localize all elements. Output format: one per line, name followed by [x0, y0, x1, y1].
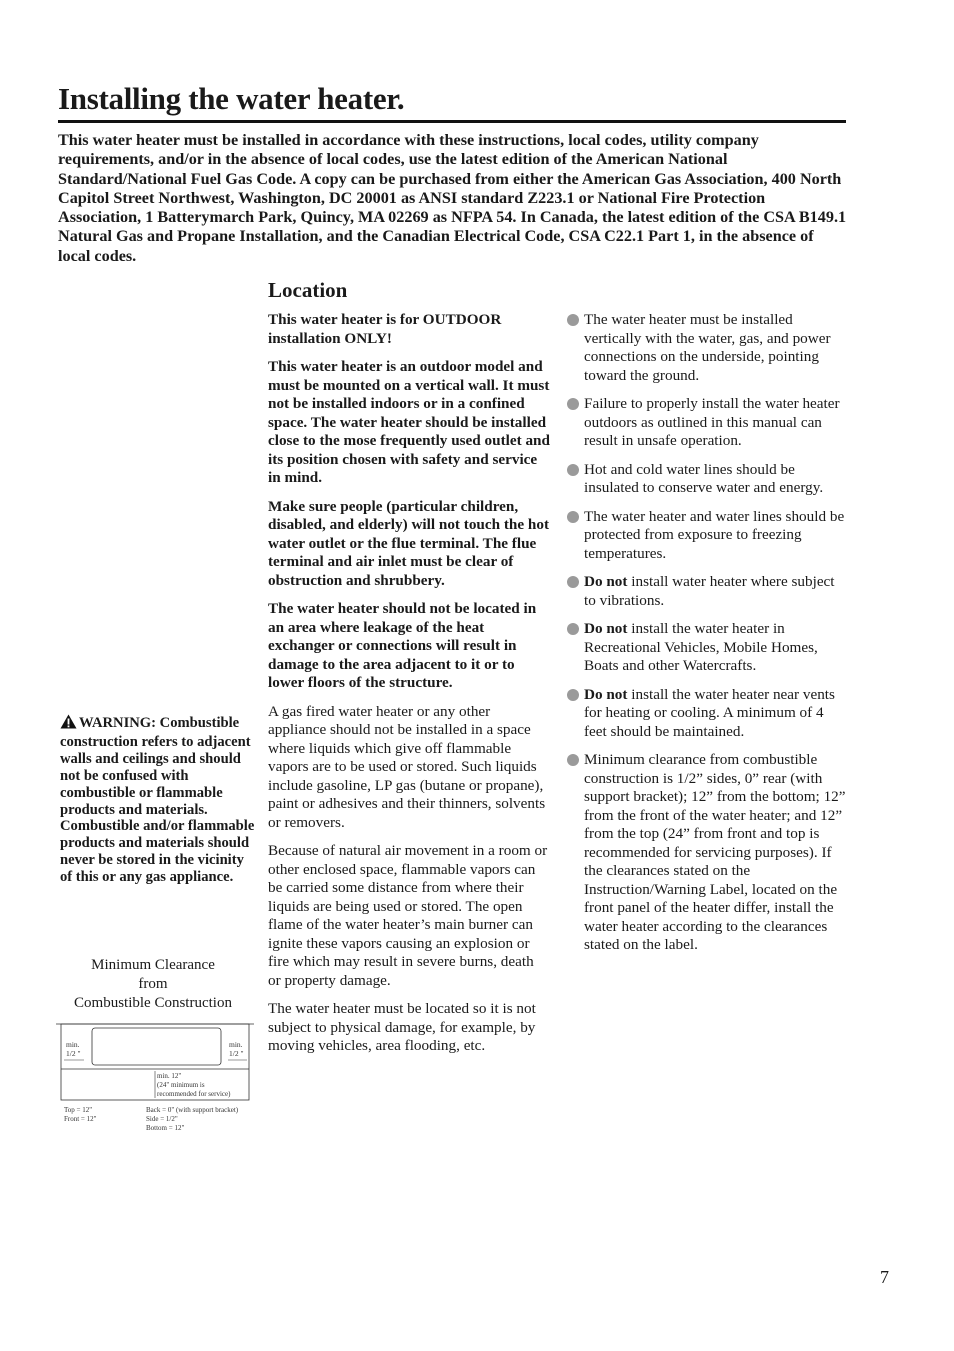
bullet-dot-icon	[567, 511, 579, 523]
bullet-dot-icon	[567, 464, 579, 476]
bullet-lead: Do not	[584, 685, 628, 703]
left-side-label: min.	[66, 1040, 80, 1049]
warning-triangle-icon	[60, 714, 77, 734]
location-paragraph: The water heater must be located so it is not subject to physical damage, for example, by moving vehicles, area flooding, etc.	[268, 1000, 536, 1054]
clearance-title-line: Minimum Clearance	[91, 957, 215, 973]
intro-paragraph: This water heater must be installed in accordance with these instructions, local codes, utility company requirements, and/or in the absence of local codes, use the latest edition of the American National Standard/National Fuel Gas Code. A copy can be purchased from either the American Gas Association, 400 North Capitol Street Northwest, Washington, DC 20001 as ANSI standard Z223.1 or National Fire Protection Association, 1 Batterymarch Park, Quincy, MA 02269 as NFPA 54. In Canada, the latest edition of the CSA B149.1 Natural Gas and Propane Installation, and the Canadian Electrical Code, CSA C22.1 Part 1, in the absence of local codes.	[58, 131, 847, 265]
bullet-text: The water heater and water lines should be protected from exposure to freezing temperatures.	[584, 507, 845, 562]
list-item	[567, 311, 849, 385]
bullet-text: install water heater where subject to vibrations.	[584, 573, 835, 609]
page-number: 7	[880, 1267, 889, 1287]
bullet-text: Minimum clearance from combustible construction is 1/2” sides, 0” rear (with support bracket); 12” from the bottom; 12” from the front of the water heater; and 12” from the top (24” from front and top is recommended for servicing purposes). If the clearances stated on the Instruction/Warning Label, located on the front panel of the heater differ, install the water heater according to the clearances stated on the label.	[584, 751, 846, 953]
bullet-dot-icon	[567, 398, 579, 410]
legend-right: Side = 1/2"	[146, 1115, 178, 1123]
bullet-lead: Do not	[584, 620, 628, 637]
page-title: Installing the water heater.	[58, 81, 405, 116]
clearance-title-line: Combustible Construction	[74, 995, 232, 1011]
location-paragraph: A gas fired water heater or any other appliance should not be installed in a space where liquids which give off flammable vapors are to be used or stored. Such liquids include gasoline, LP gas (butane or propane), paint or adhesives and their thinners, solvents or removers.	[268, 702, 546, 831]
bullet-dot-icon	[567, 689, 579, 701]
bullet-dot-icon	[567, 623, 579, 635]
clearance-title-line: from	[138, 976, 168, 992]
warning-text: Combustible construction refers to adjacent walls and ceilings and should not be confused with combustible or flammable products and materials. Combustible and/or flammable products and materials should never be stored in the vicinity of this or any gas appliance.	[60, 715, 255, 886]
location-heading: Location	[268, 278, 348, 302]
list-item	[567, 751, 849, 955]
bullet-text: The water heater must be installed vertically with the water, gas, and power connections on the underside, pointing toward the ground.	[584, 311, 831, 384]
bullet-list	[567, 311, 849, 965]
right-side-label: min.	[229, 1040, 243, 1049]
bullet-dot-icon	[567, 754, 579, 766]
right-side-label: 1/2 "	[229, 1049, 244, 1058]
clearance-diagram	[56, 1022, 256, 1137]
list-item	[567, 461, 849, 498]
left-side-label: 1/2 "	[66, 1049, 81, 1058]
list-item	[567, 620, 849, 676]
bottom-label: min. 12"	[157, 1072, 182, 1080]
legend-right: Back = 0" (with support bracket)	[146, 1106, 239, 1114]
legend-left: Front = 12"	[64, 1115, 97, 1123]
location-paragraph: The water heater should not be located in an area where leakage of the heat exchanger or connections will result in damage to the area adjacent to it or to lower floors of the structure.	[268, 600, 537, 691]
legend-right: Bottom = 12"	[146, 1124, 185, 1132]
list-item	[567, 573, 849, 610]
bullet-dot-icon	[567, 314, 579, 326]
location-paragraph: Make sure people (particular children, disabled, and elderly) will not touch the hot water outlet or the flue terminal. The flue terminal and air inlet must be clear of obstruction and shrubbery.	[268, 497, 549, 589]
bullet-lead: Do not	[584, 573, 628, 590]
warning-label: WARNING:	[79, 715, 157, 731]
location-column	[268, 311, 550, 1066]
location-paragraph: Because of natural air movement in a room or other enclosed space, flammable vapors can be carried some distance from where their liquids are being used or stored. The open flame of the water heater’s main burner can ignite these vapors causing an explosion or fire which may result in severe burns, death or property damage.	[268, 842, 548, 989]
location-paragraph: This water heater is an outdoor model and must be mounted on a vertical wall. It must not be installed indoors or in a confined space. The water heater should be installed close to the mose frequently used outlet and its position chosen with safety and service in mind.	[268, 358, 550, 486]
bullet-text: Failure to properly install the water heater outdoors as outlined in this manual can result in unsafe operation.	[584, 395, 840, 449]
warning-box	[60, 714, 255, 886]
bottom-label: recommended for service)	[157, 1090, 231, 1098]
bullet-text: install the water heater near vents for heating or cooling. A minimum of 4 feet should be maintained.	[584, 685, 835, 740]
bullet-text: Hot and cold water lines should be insulated to conserve water and energy.	[584, 460, 824, 496]
legend-left: Top = 12"	[64, 1106, 93, 1114]
title-rule	[58, 120, 846, 123]
clearance-diagram-title	[58, 956, 248, 1013]
list-item	[567, 508, 849, 564]
bullet-text: install the water heater in Recreational Vehicles, Mobile Homes, Boats and other Watercrafts.	[584, 620, 818, 674]
bottom-label: (24" minimum is	[157, 1081, 205, 1089]
location-paragraph: This water heater is for OUTDOOR installation ONLY!	[268, 311, 502, 347]
list-item	[567, 395, 849, 451]
bullet-dot-icon	[567, 576, 579, 588]
list-item	[567, 686, 849, 742]
